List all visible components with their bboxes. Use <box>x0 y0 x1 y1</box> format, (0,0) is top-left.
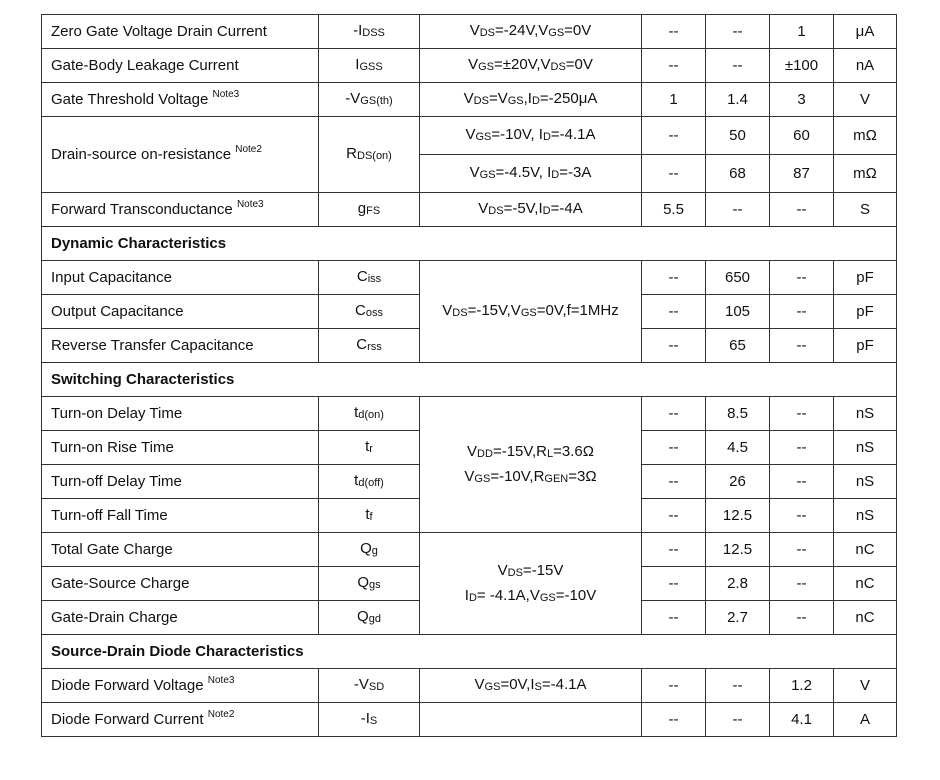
typ-cell: 2.7 <box>706 601 770 635</box>
symbol-cell: $I_{GSS}$ <box>319 49 420 83</box>
symbol-cell: $t_{d(off)}$ <box>319 465 420 499</box>
max-cell: -- <box>770 465 834 499</box>
parameter-name: Gate-Body Leakage Current <box>51 56 239 74</box>
unit-cell: nC <box>834 567 897 601</box>
min-cell: -- <box>642 49 706 83</box>
typ-cell: 105 <box>706 295 770 329</box>
table-row <box>42 193 897 227</box>
max-cell: -- <box>770 499 834 533</box>
min-cell: -- <box>642 329 706 363</box>
parameter-name: Diode Forward Current <box>51 711 204 728</box>
parameter-name: Input Capacitance <box>51 268 172 286</box>
parameter-name: Turn-on Delay Time <box>51 404 183 422</box>
parameter-cell <box>42 703 319 737</box>
typ-cell: 2.8 <box>706 567 770 601</box>
test-condition-cell <box>420 117 642 155</box>
parameter-cell <box>42 295 319 329</box>
max-cell: 60 <box>770 117 834 155</box>
unit-cell: A <box>834 703 897 737</box>
max-cell: -- <box>770 431 834 465</box>
min-cell: -- <box>642 155 706 193</box>
max-cell: -- <box>770 397 834 431</box>
typ-cell: -- <box>706 193 770 227</box>
parameter-name: Reverse Transfer Capacitance <box>51 336 254 354</box>
symbol-cell: $-V_{SD}$ <box>319 669 420 703</box>
typ-cell: 65 <box>706 329 770 363</box>
symbol-cell: $C_{oss}$ <box>319 295 420 329</box>
max-cell: 1 <box>770 15 834 49</box>
symbol-cell: $-I_{DSS}$ <box>319 15 420 49</box>
table-row <box>42 533 897 567</box>
max-cell: 1.2 <box>770 669 834 703</box>
min-cell: -- <box>642 117 706 155</box>
note-reference: Note2 <box>207 709 235 720</box>
test-condition-cell <box>420 49 642 83</box>
max-cell: -- <box>770 261 834 295</box>
note-reference: Note3 <box>236 199 264 210</box>
table-row <box>42 15 897 49</box>
specification-sheet <box>41 14 896 737</box>
max-cell: 3 <box>770 83 834 117</box>
parameter-cell <box>42 15 319 49</box>
min-cell: -- <box>642 567 706 601</box>
test-condition: $V_{GS}=\pm 20V,V_{DS}=0V$ <box>468 56 593 74</box>
parameter-cell <box>42 567 319 601</box>
typ-cell: 68 <box>706 155 770 193</box>
max-cell: ±100 <box>770 49 834 83</box>
max-cell: -- <box>770 329 834 363</box>
symbol-cell: $R_{DS(on)}$ <box>319 117 420 193</box>
test-condition-line-2: $I_D= -4.1A,V_{GS}=-10V$ <box>464 586 597 604</box>
parameter-cell <box>42 329 319 363</box>
parameter-cell <box>42 49 319 83</box>
symbol-cell: $C_{rss}$ <box>319 329 420 363</box>
parameter-name: Gate-Source Charge <box>51 574 190 592</box>
symbol-cell: $t_r$ <box>319 431 420 465</box>
typ-cell: 50 <box>706 117 770 155</box>
table-row <box>42 703 897 737</box>
unit-cell: nS <box>834 431 897 465</box>
min-cell: -- <box>642 669 706 703</box>
unit-cell: μA <box>834 15 897 49</box>
unit-cell: nS <box>834 499 897 533</box>
unit-cell: nA <box>834 49 897 83</box>
parameter-name: Gate Threshold Voltage <box>51 91 209 108</box>
test-condition-cell <box>420 193 642 227</box>
parameter-cell <box>42 533 319 567</box>
unit-cell: pF <box>834 329 897 363</box>
min-cell: -- <box>642 465 706 499</box>
typ-cell: 650 <box>706 261 770 295</box>
test-condition: $V_{DS}=V_{GS},I_D=-250\mu A$ <box>463 90 598 108</box>
table-row <box>42 397 897 431</box>
test-condition: $V_{GS}=0V,I_S=-4.1A$ <box>474 676 587 694</box>
min-cell: -- <box>642 499 706 533</box>
section-title: Switching Characteristics <box>42 363 897 397</box>
parameter-name: Drain-source on-resistance <box>51 146 232 163</box>
parameter-cell <box>42 431 319 465</box>
unit-cell: pF <box>834 261 897 295</box>
section-title: Source-Drain Diode Characteristics <box>42 635 897 669</box>
table-row <box>42 83 897 117</box>
test-condition-cell <box>420 669 642 703</box>
max-cell: -- <box>770 295 834 329</box>
unit-cell: mΩ <box>834 155 897 193</box>
typ-cell: 4.5 <box>706 431 770 465</box>
electrical-characteristics-table <box>41 14 897 737</box>
unit-cell: nS <box>834 397 897 431</box>
parameter-name: Forward Transconductance <box>51 201 233 218</box>
max-cell: -- <box>770 533 834 567</box>
symbol-cell: $Q_g$ <box>319 533 420 567</box>
symbol-cell: $C_{iss}$ <box>319 261 420 295</box>
test-condition: $V_{GS}=-10V$, $I_D=-4.1A$ <box>465 126 596 144</box>
min-cell: 1 <box>642 83 706 117</box>
section-header-row <box>42 635 897 669</box>
typ-cell: 12.5 <box>706 533 770 567</box>
parameter-cell <box>42 117 319 193</box>
table-row <box>42 49 897 83</box>
min-cell: -- <box>642 703 706 737</box>
unit-cell: pF <box>834 295 897 329</box>
parameter-name: Turn-off Fall Time <box>51 506 168 524</box>
symbol-cell: $t_{d(on)}$ <box>319 397 420 431</box>
test-condition-cell <box>420 83 642 117</box>
min-cell: -- <box>642 15 706 49</box>
test-condition: $V_{DS}=-15V,V_{GS}=0V,f=1MHz$ <box>442 302 619 320</box>
typ-cell: 8.5 <box>706 397 770 431</box>
typ-cell: -- <box>706 49 770 83</box>
min-cell: -- <box>642 601 706 635</box>
max-cell: 4.1 <box>770 703 834 737</box>
symbol-cell: $t_f$ <box>319 499 420 533</box>
test-condition-cell <box>420 397 642 533</box>
parameter-name: Gate-Drain Charge <box>51 608 178 626</box>
parameter-cell <box>42 193 319 227</box>
typ-cell: 26 <box>706 465 770 499</box>
test-condition-line-2: $V_{GS}=-10V,R_{GEN}=3\Omega$ <box>464 467 597 485</box>
parameter-cell <box>42 499 319 533</box>
parameter-name: Diode Forward Voltage <box>51 677 204 694</box>
test-condition: $V_{DS}=-5V,I_D=-4A$ <box>478 200 583 218</box>
min-cell: -- <box>642 261 706 295</box>
parameter-cell <box>42 397 319 431</box>
parameter-name: Zero Gate Voltage Drain Current <box>51 22 267 40</box>
test-condition: $V_{DS}=-15V$ <box>497 562 564 580</box>
parameter-cell <box>42 261 319 295</box>
test-condition: $V_{DD}=-15V,R_L=3.6\Omega$ <box>467 443 594 461</box>
min-cell: -- <box>642 533 706 567</box>
parameter-name: Turn-on Rise Time <box>51 438 174 456</box>
note-reference: Note2 <box>235 144 262 155</box>
typ-cell: -- <box>706 703 770 737</box>
unit-cell: V <box>834 83 897 117</box>
max-cell: -- <box>770 193 834 227</box>
typ-cell: 12.5 <box>706 499 770 533</box>
test-condition-cell <box>420 15 642 49</box>
note-reference: Note3 <box>212 89 240 100</box>
symbol-cell: $g_{FS}$ <box>319 193 420 227</box>
parameter-cell <box>42 465 319 499</box>
unit-cell: nS <box>834 465 897 499</box>
parameter-cell <box>42 83 319 117</box>
table-row <box>42 117 897 155</box>
table-row <box>42 669 897 703</box>
min-cell: -- <box>642 397 706 431</box>
symbol-cell: $Q_{gs}$ <box>319 567 420 601</box>
max-cell: -- <box>770 601 834 635</box>
symbol-cell: $-V_{GS(th)}$ <box>319 83 420 117</box>
typ-cell: -- <box>706 15 770 49</box>
section-title: Dynamic Characteristics <box>42 227 897 261</box>
min-cell: 5.5 <box>642 193 706 227</box>
note-reference: Note3 <box>207 675 235 686</box>
min-cell: -- <box>642 431 706 465</box>
symbol-cell: $Q_{gd}$ <box>319 601 420 635</box>
unit-cell: mΩ <box>834 117 897 155</box>
unit-cell: nC <box>834 601 897 635</box>
typ-cell: -- <box>706 669 770 703</box>
section-header-row <box>42 363 897 397</box>
max-cell: 87 <box>770 155 834 193</box>
section-header-row <box>42 227 897 261</box>
symbol-cell: $-I_S$ <box>319 703 420 737</box>
unit-cell: S <box>834 193 897 227</box>
min-cell: -- <box>642 295 706 329</box>
table-row <box>42 261 897 295</box>
table-body <box>42 15 897 737</box>
parameter-cell <box>42 601 319 635</box>
unit-cell: nC <box>834 533 897 567</box>
parameter-name: Turn-off Delay Time <box>51 472 182 490</box>
unit-cell: V <box>834 669 897 703</box>
test-condition-cell <box>420 155 642 193</box>
test-condition-cell <box>420 533 642 635</box>
test-condition: $V_{DS}=-24V,V_{GS}=0V$ <box>469 22 592 40</box>
max-cell: -- <box>770 567 834 601</box>
test-condition: $V_{GS}=-4.5V$, $I_D=-3A$ <box>469 164 592 182</box>
parameter-name: Total Gate Charge <box>51 540 173 558</box>
parameter-cell <box>42 669 319 703</box>
test-condition-cell <box>420 261 642 363</box>
test-condition-cell <box>420 703 642 737</box>
typ-cell: 1.4 <box>706 83 770 117</box>
parameter-name: Output Capacitance <box>51 302 184 320</box>
